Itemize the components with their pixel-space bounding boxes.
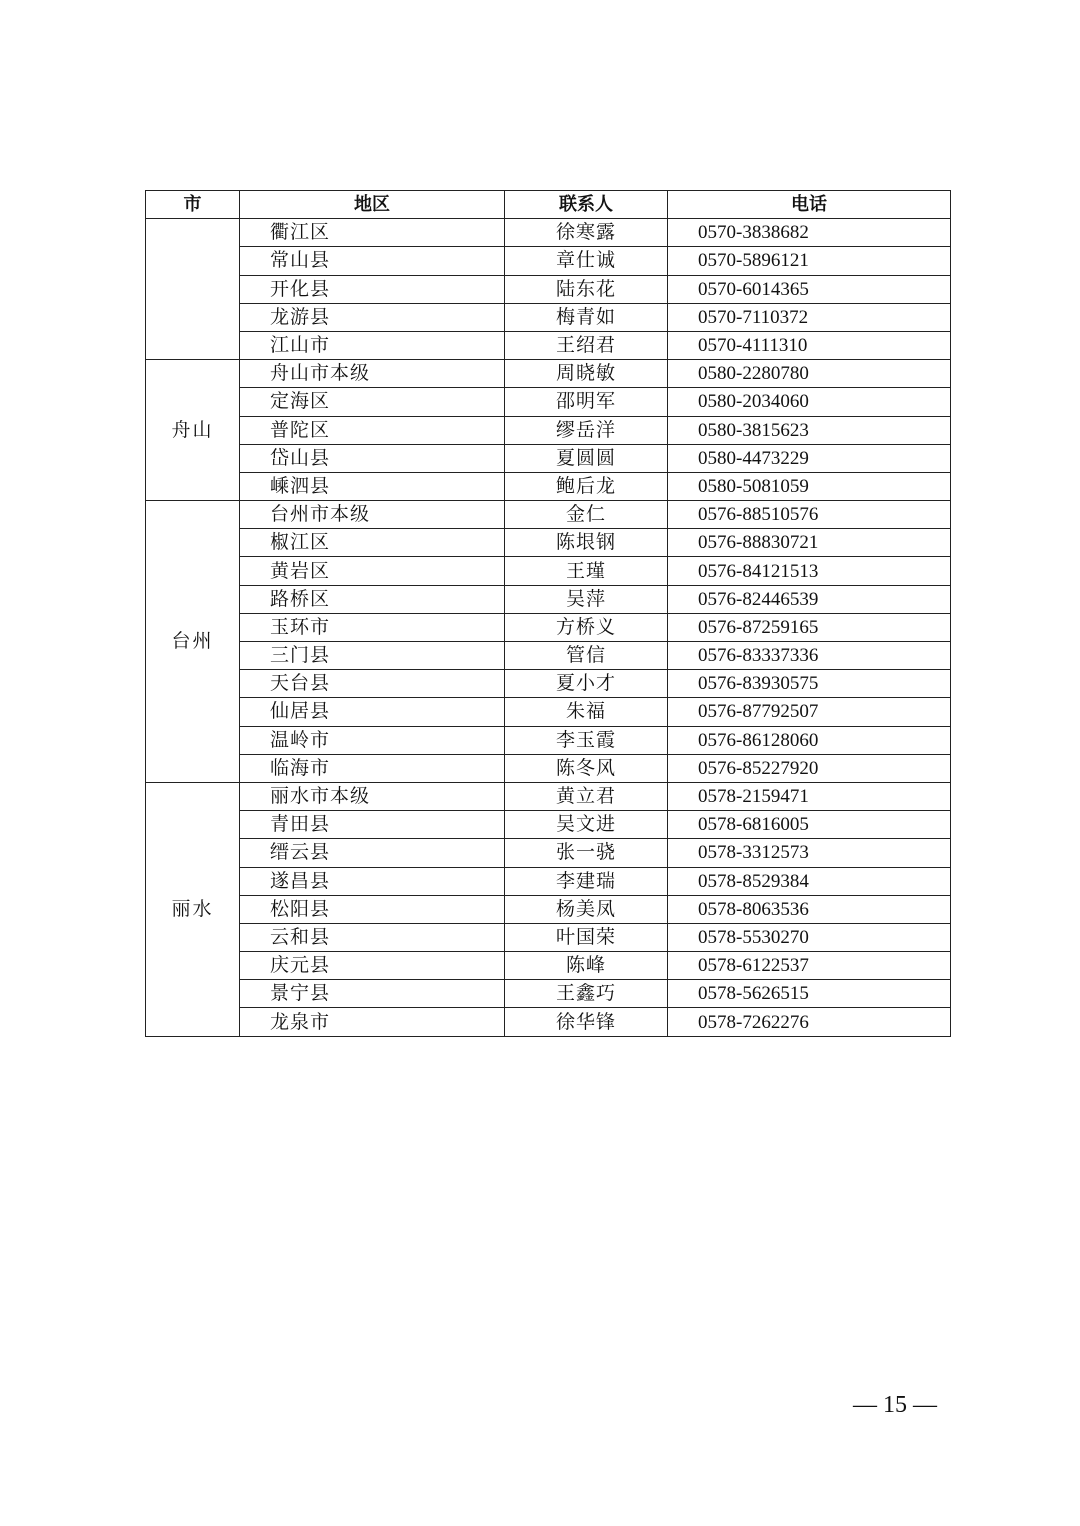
phone-cell: 0576-87259165 xyxy=(668,613,951,641)
table-row xyxy=(146,754,951,782)
phone-cell: 0570-6014365 xyxy=(668,275,951,303)
phone-cell: 0576-83337336 xyxy=(668,642,951,670)
header-city: 市 xyxy=(146,191,240,219)
contact-cell: 李建瑞 xyxy=(505,867,668,895)
table-row xyxy=(146,331,951,359)
phone-cell: 0578-3312573 xyxy=(668,839,951,867)
table-row xyxy=(146,360,951,388)
table-row xyxy=(146,980,951,1008)
table-row xyxy=(146,557,951,585)
city-cell: 台州 xyxy=(146,501,240,783)
district-cell: 岱山县 xyxy=(240,444,505,472)
table-row xyxy=(146,867,951,895)
contact-cell: 缪岳洋 xyxy=(505,416,668,444)
page-number: — 15 — xyxy=(853,1392,937,1418)
district-cell: 青田县 xyxy=(240,811,505,839)
district-cell: 丽水市本级 xyxy=(240,782,505,810)
district-cell: 玉环市 xyxy=(240,613,505,641)
phone-cell: 0578-2159471 xyxy=(668,782,951,810)
district-cell: 临海市 xyxy=(240,754,505,782)
city-cell xyxy=(146,219,240,360)
table-row xyxy=(146,585,951,613)
phone-cell: 0578-6122537 xyxy=(668,952,951,980)
district-cell: 路桥区 xyxy=(240,585,505,613)
phone-cell: 0576-82446539 xyxy=(668,585,951,613)
table-row xyxy=(146,642,951,670)
contact-cell: 鲍后龙 xyxy=(505,472,668,500)
contact-cell: 陈峰 xyxy=(505,952,668,980)
phone-cell: 0576-85227920 xyxy=(668,754,951,782)
district-cell: 缙云县 xyxy=(240,839,505,867)
contact-cell: 邵明军 xyxy=(505,388,668,416)
contact-cell: 周晓敏 xyxy=(505,360,668,388)
phone-cell: 0570-5896121 xyxy=(668,247,951,275)
phone-cell: 0578-6816005 xyxy=(668,811,951,839)
table-header-row xyxy=(146,191,951,219)
contact-cell: 徐寒露 xyxy=(505,219,668,247)
table-row xyxy=(146,811,951,839)
table-row xyxy=(146,444,951,472)
contact-cell: 管信 xyxy=(505,642,668,670)
phone-cell: 0580-4473229 xyxy=(668,444,951,472)
table-row xyxy=(146,416,951,444)
district-cell: 龙游县 xyxy=(240,303,505,331)
table-row xyxy=(146,275,951,303)
table-row xyxy=(146,529,951,557)
phone-cell: 0580-2280780 xyxy=(668,360,951,388)
contact-cell: 吴萍 xyxy=(505,585,668,613)
header-phone: 电话 xyxy=(668,191,951,219)
table-row xyxy=(146,782,951,810)
district-cell: 台州市本级 xyxy=(240,501,505,529)
district-cell: 普陀区 xyxy=(240,416,505,444)
contact-cell: 章仕诚 xyxy=(505,247,668,275)
contact-cell: 陆东花 xyxy=(505,275,668,303)
phone-cell: 0578-8529384 xyxy=(668,867,951,895)
district-cell: 三门县 xyxy=(240,642,505,670)
contact-table xyxy=(145,190,951,1037)
table-row xyxy=(146,726,951,754)
phone-cell: 0578-5530270 xyxy=(668,923,951,951)
contact-cell: 朱福 xyxy=(505,698,668,726)
header-contact: 联系人 xyxy=(505,191,668,219)
district-cell: 景宁县 xyxy=(240,980,505,1008)
contact-cell: 李玉霞 xyxy=(505,726,668,754)
phone-cell: 0576-87792507 xyxy=(668,698,951,726)
table-row xyxy=(146,923,951,951)
table-row xyxy=(146,670,951,698)
contact-cell: 杨美凤 xyxy=(505,895,668,923)
phone-cell: 0576-88510576 xyxy=(668,501,951,529)
table-row xyxy=(146,501,951,529)
district-cell: 常山县 xyxy=(240,247,505,275)
district-cell: 松阳县 xyxy=(240,895,505,923)
phone-cell: 0576-86128060 xyxy=(668,726,951,754)
contact-cell: 黄立君 xyxy=(505,782,668,810)
district-cell: 仙居县 xyxy=(240,698,505,726)
phone-cell: 0578-5626515 xyxy=(668,980,951,1008)
table-row xyxy=(146,613,951,641)
district-cell: 椒江区 xyxy=(240,529,505,557)
phone-cell: 0580-3815623 xyxy=(668,416,951,444)
district-cell: 舟山市本级 xyxy=(240,360,505,388)
district-cell: 嵊泗县 xyxy=(240,472,505,500)
district-cell: 龙泉市 xyxy=(240,1008,505,1036)
contact-cell: 徐华锋 xyxy=(505,1008,668,1036)
phone-cell: 0578-7262276 xyxy=(668,1008,951,1036)
table-row xyxy=(146,952,951,980)
phone-cell: 0580-2034060 xyxy=(668,388,951,416)
district-cell: 庆元县 xyxy=(240,952,505,980)
district-cell: 衢江区 xyxy=(240,219,505,247)
contact-cell: 王鑫巧 xyxy=(505,980,668,1008)
table-row xyxy=(146,247,951,275)
phone-cell: 0576-84121513 xyxy=(668,557,951,585)
district-cell: 黄岩区 xyxy=(240,557,505,585)
table-row xyxy=(146,895,951,923)
city-cell: 舟山 xyxy=(146,360,240,501)
contact-cell: 叶国荣 xyxy=(505,923,668,951)
contact-cell: 张一骁 xyxy=(505,839,668,867)
table-row xyxy=(146,219,951,247)
phone-cell: 0578-8063536 xyxy=(668,895,951,923)
phone-cell: 0570-4111310 xyxy=(668,331,951,359)
header-district: 地区 xyxy=(240,191,505,219)
contact-cell: 夏圆圆 xyxy=(505,444,668,472)
table-row xyxy=(146,472,951,500)
table-row xyxy=(146,698,951,726)
phone-cell: 0580-5081059 xyxy=(668,472,951,500)
contact-cell: 王绍君 xyxy=(505,331,668,359)
contact-cell: 夏小才 xyxy=(505,670,668,698)
phone-cell: 0570-7110372 xyxy=(668,303,951,331)
table-row xyxy=(146,388,951,416)
table-row xyxy=(146,303,951,331)
phone-cell: 0576-83930575 xyxy=(668,670,951,698)
district-cell: 天台县 xyxy=(240,670,505,698)
city-cell: 丽水 xyxy=(146,782,240,1036)
district-cell: 遂昌县 xyxy=(240,867,505,895)
table-row xyxy=(146,1008,951,1036)
contact-cell: 陈垠钢 xyxy=(505,529,668,557)
district-cell: 温岭市 xyxy=(240,726,505,754)
contact-cell: 梅青如 xyxy=(505,303,668,331)
contact-cell: 陈冬风 xyxy=(505,754,668,782)
contact-cell: 金仁 xyxy=(505,501,668,529)
table-body xyxy=(146,219,951,1036)
contact-cell: 方桥义 xyxy=(505,613,668,641)
district-cell: 定海区 xyxy=(240,388,505,416)
phone-cell: 0576-88830721 xyxy=(668,529,951,557)
phone-cell: 0570-3838682 xyxy=(668,219,951,247)
contact-cell: 王瑾 xyxy=(505,557,668,585)
district-cell: 云和县 xyxy=(240,923,505,951)
contact-cell: 吴文进 xyxy=(505,811,668,839)
district-cell: 江山市 xyxy=(240,331,505,359)
district-cell: 开化县 xyxy=(240,275,505,303)
table-row xyxy=(146,839,951,867)
